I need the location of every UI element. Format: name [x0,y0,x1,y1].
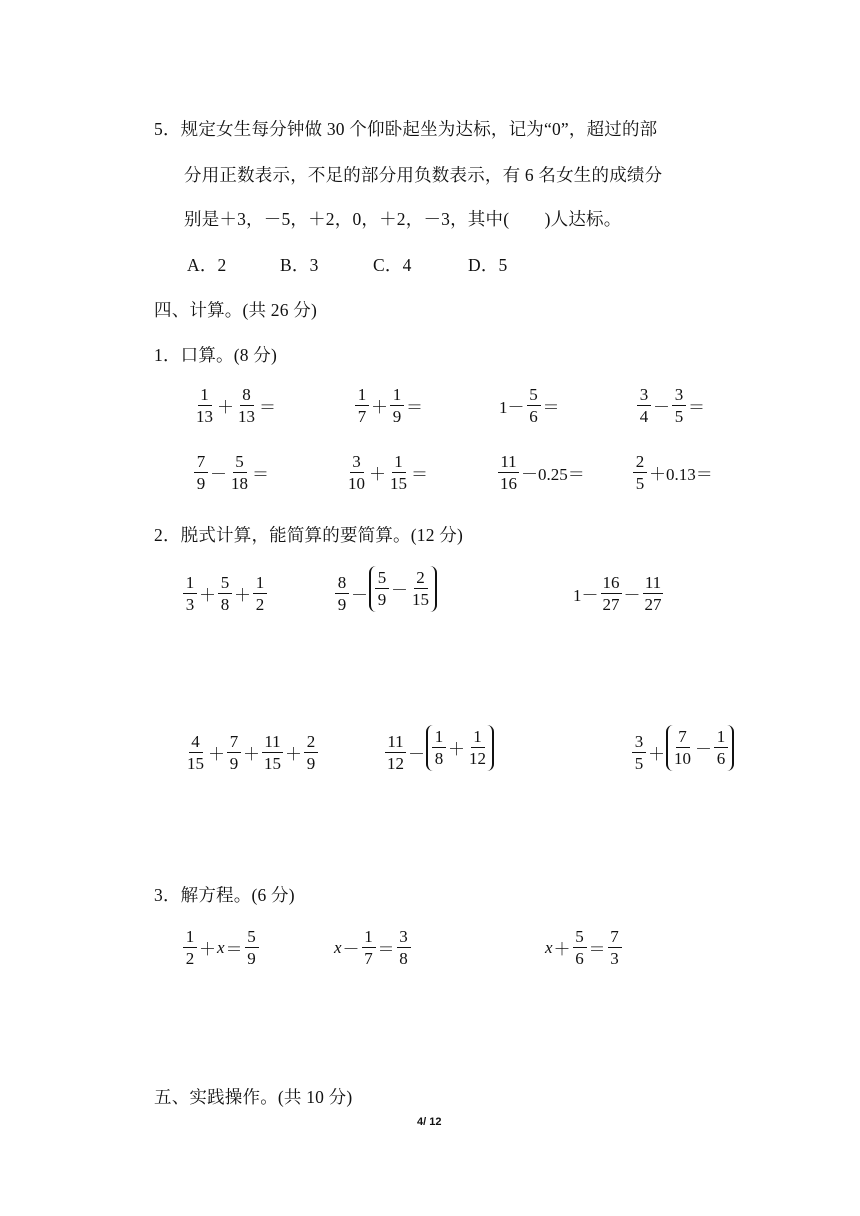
q5-option-b: B．3 [280,255,319,275]
calc-expr-4: $\frac{4}{15}$ ＋ $\frac{7}{9}$ ＋ $\frac{11}{15}$ ＋ $\frac{2}{9}$ [184,733,319,772]
q3-title: 3．解方程。(6 分) [154,885,295,905]
page-number: 4/ 12 [417,1116,442,1128]
calc-expr-1: $\frac{1}{3}$ ＋ $\frac{5}{8}$ ＋ $\frac{1}{2}$ [182,574,268,613]
equation-2: x － $\frac{1}{7}$ ＝ $\frac{3}{8}$ [334,928,412,967]
equation-1: $\frac{1}{2}$ ＋ x ＝ $\frac{5}{9}$ [182,928,260,967]
q5-line-3: 别是＋3，－5，＋2，0，＋2，－3，其中( )人达标。 [184,209,622,229]
parentheses: $\frac{5}{9}$ － $\frac{2}{15}$ [369,566,437,612]
oral-calc-5: $\frac{7}{9}$ － $\frac{5}{18}$ ＝ [193,453,270,492]
calc-expr-3: 1－ $\frac{16}{27}$ － $\frac{11}{27}$ [573,573,662,614]
oral-calc-2: $\frac{1}{7}$ ＋ $\frac{1}{9}$ ＝ [354,386,424,425]
calc-expr-2: $\frac{8}{9}$ － $\frac{5}{9}$ － $\frac{2}{15}$ [334,574,437,613]
oral-calc-7: $\frac{11}{16}$ －0.25＝ [500,452,585,493]
q5-line-1: 5．规定女生每分钟做 30 个仰卧起坐为达标，记为“0”，超过的部 [154,119,658,139]
q5-line-2: 分用正数表示，不足的部分用负数表示，有 6 名女生的成绩分 [184,165,663,185]
oral-calc-8: $\frac{2}{5}$ ＋0.13＝ [632,453,714,492]
q5-option-d: D．5 [468,255,508,275]
oral-calc-4: $\frac{3}{4}$ － $\frac{3}{5}$ ＝ [636,386,706,425]
parentheses: $\frac{7}{10}$ － $\frac{1}{6}$ [666,725,734,771]
oral-calc-1: $\frac{1}{13}$ ＋ $\frac{8}{13}$ ＝ [196,385,276,426]
equation-3: x ＋ $\frac{5}{6}$ ＝ $\frac{7}{3}$ [545,928,623,967]
q1-title: 1．口算。(8 分) [154,345,278,365]
oral-calc-3: 1－ $\frac{5}{6}$ ＝ [499,385,560,426]
q5-option-c: C．4 [373,255,412,275]
oral-calc-6: $\frac{3}{10}$ ＋ $\frac{1}{15}$ ＝ [348,452,428,493]
section-4-heading: 四、计算。(共 26 分) [154,300,318,320]
parentheses: $\frac{1}{8}$ ＋ $\frac{1}{12}$ [426,725,494,771]
q5-option-a: A．2 [187,255,227,275]
q2-title: 2．脱式计算，能简算的要简算。(12 分) [154,525,463,545]
section-5-heading: 五、实践操作。(共 10 分) [154,1087,353,1107]
calc-expr-6: $\frac{3}{5}$ ＋ $\frac{7}{10}$ － $\frac{1}{6}$ [631,733,734,772]
calc-expr-5: $\frac{11}{12}$ － $\frac{1}{8}$ ＋ $\frac{1}{12}$ [384,733,494,772]
